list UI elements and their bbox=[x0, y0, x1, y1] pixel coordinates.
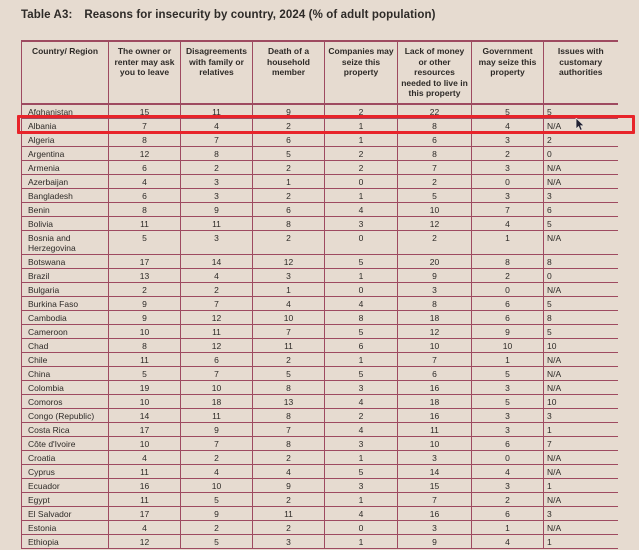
table-row bbox=[22, 202, 618, 216]
value-cell: N/A bbox=[544, 492, 618, 506]
value-cell: 8 bbox=[109, 338, 181, 352]
column-header-government: Government may seize this property bbox=[472, 41, 544, 104]
value-cell: 4 bbox=[325, 296, 398, 310]
column-header-owner-renter: The owner or renter may ask you to leave bbox=[109, 41, 181, 104]
value-cell: 14 bbox=[181, 254, 253, 268]
value-cell: 3 bbox=[181, 230, 253, 254]
value-cell: 2 bbox=[472, 268, 544, 282]
value-cell: 7 bbox=[544, 436, 618, 450]
value-cell: 3 bbox=[472, 408, 544, 422]
value-cell: 9 bbox=[398, 268, 472, 282]
value-cell: 1 bbox=[253, 282, 325, 296]
value-cell: 17 bbox=[109, 422, 181, 436]
table-row bbox=[22, 216, 618, 230]
value-cell: N/A bbox=[544, 160, 618, 174]
value-cell: 3 bbox=[544, 408, 618, 422]
value-cell: 10 bbox=[181, 380, 253, 394]
table-row bbox=[22, 104, 618, 119]
data-table-container bbox=[21, 40, 617, 549]
country-cell: Côte d'Ivoire bbox=[22, 436, 109, 450]
table-row bbox=[22, 394, 618, 408]
value-cell: 1 bbox=[325, 268, 398, 282]
value-cell: 5 bbox=[544, 216, 618, 230]
value-cell: 17 bbox=[109, 254, 181, 268]
value-cell: 6 bbox=[109, 188, 181, 202]
table-row bbox=[22, 296, 618, 310]
value-cell: N/A bbox=[544, 230, 618, 254]
value-cell: 11 bbox=[181, 216, 253, 230]
value-cell: 4 bbox=[181, 464, 253, 478]
country-cell: Congo (Republic) bbox=[22, 408, 109, 422]
value-cell: 2 bbox=[181, 282, 253, 296]
value-cell: N/A bbox=[544, 464, 618, 478]
country-cell: Cameroon bbox=[22, 324, 109, 338]
value-cell: 4 bbox=[181, 118, 253, 132]
table-row bbox=[22, 174, 618, 188]
column-header-companies: Companies may seize this property bbox=[325, 41, 398, 104]
value-cell: 8 bbox=[253, 408, 325, 422]
value-cell: 2 bbox=[325, 146, 398, 160]
column-header-lack-of-money: Lack of money or other resources needed to live in this property bbox=[398, 41, 472, 104]
value-cell: 11 bbox=[253, 506, 325, 520]
value-cell: 11 bbox=[398, 422, 472, 436]
table-row bbox=[22, 450, 618, 464]
column-header-country: Country/ Region bbox=[22, 41, 109, 104]
value-cell: 2 bbox=[181, 520, 253, 534]
country-cell: Benin bbox=[22, 202, 109, 216]
column-header-disagreements: Disagreements with family or relatives bbox=[181, 41, 253, 104]
value-cell: 6 bbox=[472, 296, 544, 310]
value-cell: 2 bbox=[253, 520, 325, 534]
value-cell: 5 bbox=[181, 534, 253, 548]
value-cell: 22 bbox=[398, 104, 472, 119]
value-cell: 8 bbox=[181, 146, 253, 160]
value-cell: 16 bbox=[109, 478, 181, 492]
value-cell: 1 bbox=[472, 352, 544, 366]
table-row bbox=[22, 380, 618, 394]
value-cell: 4 bbox=[109, 450, 181, 464]
value-cell: 9 bbox=[109, 310, 181, 324]
country-cell: El Salvador bbox=[22, 506, 109, 520]
value-cell: 2 bbox=[325, 160, 398, 174]
country-cell: Ethiopia bbox=[22, 534, 109, 548]
value-cell: 13 bbox=[109, 268, 181, 282]
value-cell: 2 bbox=[253, 492, 325, 506]
country-cell: Burkina Faso bbox=[22, 296, 109, 310]
value-cell: 2 bbox=[109, 282, 181, 296]
column-header-death: Death of a household member bbox=[253, 41, 325, 104]
value-cell: 1 bbox=[325, 534, 398, 548]
value-cell: 5 bbox=[325, 464, 398, 478]
value-cell: 5 bbox=[181, 492, 253, 506]
value-cell: 4 bbox=[472, 534, 544, 548]
value-cell: 3 bbox=[325, 478, 398, 492]
country-cell: Azerbaijan bbox=[22, 174, 109, 188]
value-cell: 6 bbox=[472, 436, 544, 450]
value-cell: 9 bbox=[253, 104, 325, 119]
value-cell: 1 bbox=[325, 188, 398, 202]
table-row bbox=[22, 492, 618, 506]
value-cell: 5 bbox=[544, 104, 618, 119]
value-cell: 10 bbox=[253, 310, 325, 324]
value-cell: 15 bbox=[398, 478, 472, 492]
value-cell: 1 bbox=[544, 422, 618, 436]
value-cell: 2 bbox=[325, 104, 398, 119]
value-cell: 8 bbox=[398, 118, 472, 132]
country-cell: Estonia bbox=[22, 520, 109, 534]
value-cell: 12 bbox=[398, 216, 472, 230]
value-cell: 0 bbox=[472, 450, 544, 464]
value-cell: 9 bbox=[472, 324, 544, 338]
value-cell: 18 bbox=[398, 394, 472, 408]
value-cell: 7 bbox=[109, 118, 181, 132]
value-cell: 4 bbox=[253, 296, 325, 310]
country-cell: Albania bbox=[22, 118, 109, 132]
value-cell: 9 bbox=[109, 296, 181, 310]
country-cell: Chad bbox=[22, 338, 109, 352]
value-cell: 16 bbox=[398, 408, 472, 422]
value-cell: 3 bbox=[181, 174, 253, 188]
value-cell: 11 bbox=[181, 324, 253, 338]
country-cell: Armenia bbox=[22, 160, 109, 174]
value-cell: 3 bbox=[544, 188, 618, 202]
value-cell: 2 bbox=[253, 352, 325, 366]
value-cell: 3 bbox=[544, 506, 618, 520]
value-cell: 8 bbox=[398, 296, 472, 310]
value-cell: 2 bbox=[253, 188, 325, 202]
value-cell: 5 bbox=[544, 296, 618, 310]
value-cell: 2 bbox=[181, 160, 253, 174]
value-cell: 10 bbox=[109, 324, 181, 338]
value-cell: 13 bbox=[253, 394, 325, 408]
value-cell: N/A bbox=[544, 366, 618, 380]
value-cell: 3 bbox=[398, 282, 472, 296]
value-cell: 9 bbox=[181, 202, 253, 216]
value-cell: 2 bbox=[398, 174, 472, 188]
value-cell: 10 bbox=[544, 338, 618, 352]
value-cell: 1 bbox=[325, 450, 398, 464]
country-cell: Colombia bbox=[22, 380, 109, 394]
table-row bbox=[22, 506, 618, 520]
value-cell: 15 bbox=[109, 104, 181, 119]
value-cell: 7 bbox=[398, 492, 472, 506]
value-cell: 8 bbox=[109, 132, 181, 146]
value-cell: 1 bbox=[544, 534, 618, 548]
value-cell: 5 bbox=[472, 394, 544, 408]
table-header bbox=[22, 41, 618, 104]
country-cell: Croatia bbox=[22, 450, 109, 464]
value-cell: 8 bbox=[325, 310, 398, 324]
table-row bbox=[22, 520, 618, 534]
value-cell: 5 bbox=[544, 324, 618, 338]
value-cell: 6 bbox=[325, 338, 398, 352]
country-cell: Chile bbox=[22, 352, 109, 366]
insecurity-reasons-table bbox=[21, 40, 618, 549]
value-cell: 4 bbox=[325, 506, 398, 520]
value-cell: 3 bbox=[181, 188, 253, 202]
value-cell: 3 bbox=[253, 268, 325, 282]
country-cell: Bulgaria bbox=[22, 282, 109, 296]
value-cell: 1 bbox=[325, 492, 398, 506]
value-cell: 5 bbox=[325, 254, 398, 268]
value-cell: 2 bbox=[544, 132, 618, 146]
country-cell: Argentina bbox=[22, 146, 109, 160]
value-cell: 11 bbox=[109, 464, 181, 478]
value-cell: 10 bbox=[109, 436, 181, 450]
value-cell: 12 bbox=[398, 324, 472, 338]
table-row bbox=[22, 478, 618, 492]
value-cell: 12 bbox=[253, 254, 325, 268]
value-cell: 9 bbox=[253, 478, 325, 492]
value-cell: 16 bbox=[398, 506, 472, 520]
country-cell: Cambodia bbox=[22, 310, 109, 324]
table-row bbox=[22, 436, 618, 450]
value-cell: 12 bbox=[181, 310, 253, 324]
value-cell: 4 bbox=[109, 174, 181, 188]
table-row bbox=[22, 160, 618, 174]
value-cell: 4 bbox=[472, 216, 544, 230]
country-cell: Costa Rica bbox=[22, 422, 109, 436]
value-cell: 10 bbox=[472, 338, 544, 352]
country-cell: Comoros bbox=[22, 394, 109, 408]
value-cell: N/A bbox=[544, 520, 618, 534]
value-cell: 8 bbox=[253, 436, 325, 450]
value-cell: 10 bbox=[109, 394, 181, 408]
value-cell: 3 bbox=[472, 478, 544, 492]
value-cell: 5 bbox=[325, 324, 398, 338]
value-cell: 1 bbox=[253, 174, 325, 188]
value-cell: 0 bbox=[472, 174, 544, 188]
value-cell: 6 bbox=[181, 352, 253, 366]
value-cell: 7 bbox=[181, 436, 253, 450]
value-cell: 4 bbox=[325, 422, 398, 436]
value-cell: 4 bbox=[472, 464, 544, 478]
value-cell: 3 bbox=[325, 436, 398, 450]
table-row bbox=[22, 366, 618, 380]
value-cell: 7 bbox=[398, 352, 472, 366]
table-title bbox=[21, 9, 436, 21]
value-cell: 9 bbox=[181, 506, 253, 520]
value-cell: 8 bbox=[109, 202, 181, 216]
value-cell: 0 bbox=[325, 520, 398, 534]
value-cell: 6 bbox=[398, 366, 472, 380]
value-cell: 8 bbox=[544, 310, 618, 324]
table-row bbox=[22, 310, 618, 324]
country-cell: Cyprus bbox=[22, 464, 109, 478]
country-cell: Bosnia and Herzegovina bbox=[22, 230, 109, 254]
value-cell: 1 bbox=[472, 230, 544, 254]
table-row bbox=[22, 324, 618, 338]
value-cell: 5 bbox=[253, 366, 325, 380]
value-cell: 5 bbox=[109, 366, 181, 380]
value-cell: 0 bbox=[325, 282, 398, 296]
value-cell: 0 bbox=[325, 174, 398, 188]
value-cell: 7 bbox=[181, 296, 253, 310]
value-cell: 4 bbox=[472, 118, 544, 132]
country-cell: Egypt bbox=[22, 492, 109, 506]
table-row bbox=[22, 464, 618, 478]
value-cell: 11 bbox=[109, 352, 181, 366]
table-row bbox=[22, 254, 618, 268]
value-cell: 5 bbox=[472, 366, 544, 380]
value-cell: 17 bbox=[109, 506, 181, 520]
value-cell: N/A bbox=[544, 450, 618, 464]
value-cell: 2 bbox=[253, 160, 325, 174]
value-cell: 10 bbox=[181, 478, 253, 492]
value-cell: 4 bbox=[325, 202, 398, 216]
value-cell: 11 bbox=[253, 338, 325, 352]
value-cell: 6 bbox=[253, 202, 325, 216]
value-cell: 2 bbox=[472, 146, 544, 160]
value-cell: 7 bbox=[253, 324, 325, 338]
value-cell: 11 bbox=[181, 408, 253, 422]
value-cell: 18 bbox=[398, 310, 472, 324]
column-header-customary: Issues with customary authorities bbox=[544, 41, 618, 104]
value-cell: 12 bbox=[181, 338, 253, 352]
value-cell: 4 bbox=[109, 520, 181, 534]
value-cell: 10 bbox=[544, 394, 618, 408]
value-cell: 4 bbox=[181, 268, 253, 282]
value-cell: 8 bbox=[253, 216, 325, 230]
table-row bbox=[22, 534, 618, 548]
value-cell: 3 bbox=[325, 380, 398, 394]
table-row bbox=[22, 118, 618, 132]
table-body bbox=[22, 104, 618, 549]
table-row bbox=[22, 132, 618, 146]
country-cell: Botswana bbox=[22, 254, 109, 268]
value-cell: 3 bbox=[325, 216, 398, 230]
value-cell: 0 bbox=[544, 146, 618, 160]
table-row bbox=[22, 408, 618, 422]
value-cell: 9 bbox=[398, 534, 472, 548]
value-cell: 6 bbox=[472, 506, 544, 520]
value-cell: 7 bbox=[181, 366, 253, 380]
value-cell: 0 bbox=[544, 268, 618, 282]
value-cell: 6 bbox=[253, 132, 325, 146]
value-cell: 3 bbox=[472, 132, 544, 146]
value-cell: 5 bbox=[325, 366, 398, 380]
table-row bbox=[22, 268, 618, 282]
value-cell: 4 bbox=[325, 394, 398, 408]
value-cell: 1 bbox=[544, 478, 618, 492]
value-cell: 6 bbox=[544, 202, 618, 216]
value-cell: 3 bbox=[472, 422, 544, 436]
value-cell: 6 bbox=[398, 132, 472, 146]
value-cell: 3 bbox=[472, 160, 544, 174]
value-cell: 1 bbox=[325, 352, 398, 366]
value-cell: 3 bbox=[472, 188, 544, 202]
value-cell: 3 bbox=[472, 380, 544, 394]
value-cell: 8 bbox=[253, 380, 325, 394]
value-cell: 3 bbox=[253, 534, 325, 548]
value-cell: 2 bbox=[398, 230, 472, 254]
value-cell: N/A bbox=[544, 380, 618, 394]
value-cell: 16 bbox=[398, 380, 472, 394]
value-cell: 2 bbox=[181, 450, 253, 464]
value-cell: 11 bbox=[109, 492, 181, 506]
value-cell: 0 bbox=[472, 282, 544, 296]
value-cell: 12 bbox=[109, 146, 181, 160]
value-cell: 10 bbox=[398, 436, 472, 450]
value-cell: 14 bbox=[398, 464, 472, 478]
value-cell: N/A bbox=[544, 282, 618, 296]
value-cell: 1 bbox=[325, 118, 398, 132]
value-cell: 2 bbox=[325, 408, 398, 422]
value-cell: 0 bbox=[325, 230, 398, 254]
country-cell: China bbox=[22, 366, 109, 380]
value-cell: 7 bbox=[472, 202, 544, 216]
value-cell: 5 bbox=[472, 104, 544, 119]
value-cell: N/A bbox=[544, 118, 618, 132]
value-cell: 3 bbox=[398, 520, 472, 534]
value-cell: 19 bbox=[109, 380, 181, 394]
value-cell: 1 bbox=[472, 520, 544, 534]
value-cell: 10 bbox=[398, 202, 472, 216]
table-title-text: Reasons for insecurity by country, 2024 (% of adult population) bbox=[84, 9, 436, 21]
value-cell: N/A bbox=[544, 174, 618, 188]
value-cell: 18 bbox=[181, 394, 253, 408]
value-cell: 8 bbox=[472, 254, 544, 268]
table-row bbox=[22, 338, 618, 352]
value-cell: 7 bbox=[398, 160, 472, 174]
value-cell: 11 bbox=[181, 104, 253, 119]
country-cell: Ecuador bbox=[22, 478, 109, 492]
value-cell: 5 bbox=[109, 230, 181, 254]
value-cell: 6 bbox=[109, 160, 181, 174]
value-cell: 9 bbox=[181, 422, 253, 436]
table-row bbox=[22, 422, 618, 436]
table-row bbox=[22, 230, 618, 254]
value-cell: 3 bbox=[398, 450, 472, 464]
value-cell: N/A bbox=[544, 352, 618, 366]
value-cell: 8 bbox=[544, 254, 618, 268]
country-cell: Algeria bbox=[22, 132, 109, 146]
value-cell: 11 bbox=[109, 216, 181, 230]
table-row bbox=[22, 146, 618, 160]
table-row bbox=[22, 188, 618, 202]
value-cell: 1 bbox=[325, 132, 398, 146]
value-cell: 8 bbox=[398, 146, 472, 160]
country-cell: Bolivia bbox=[22, 216, 109, 230]
country-cell: Brazil bbox=[22, 268, 109, 282]
value-cell: 12 bbox=[109, 534, 181, 548]
value-cell: 2 bbox=[253, 118, 325, 132]
value-cell: 14 bbox=[109, 408, 181, 422]
country-cell: Afghanistan bbox=[22, 104, 109, 119]
table-row bbox=[22, 352, 618, 366]
value-cell: 5 bbox=[253, 146, 325, 160]
value-cell: 2 bbox=[253, 230, 325, 254]
value-cell: 20 bbox=[398, 254, 472, 268]
table-title-label: Table A3: bbox=[21, 9, 73, 21]
value-cell: 7 bbox=[181, 132, 253, 146]
value-cell: 4 bbox=[253, 464, 325, 478]
value-cell: 6 bbox=[472, 310, 544, 324]
value-cell: 10 bbox=[398, 338, 472, 352]
value-cell: 7 bbox=[253, 422, 325, 436]
country-cell: Bangladesh bbox=[22, 188, 109, 202]
header-row bbox=[22, 41, 618, 104]
table-row bbox=[22, 282, 618, 296]
value-cell: 2 bbox=[253, 450, 325, 464]
value-cell: 5 bbox=[398, 188, 472, 202]
value-cell: 2 bbox=[472, 492, 544, 506]
